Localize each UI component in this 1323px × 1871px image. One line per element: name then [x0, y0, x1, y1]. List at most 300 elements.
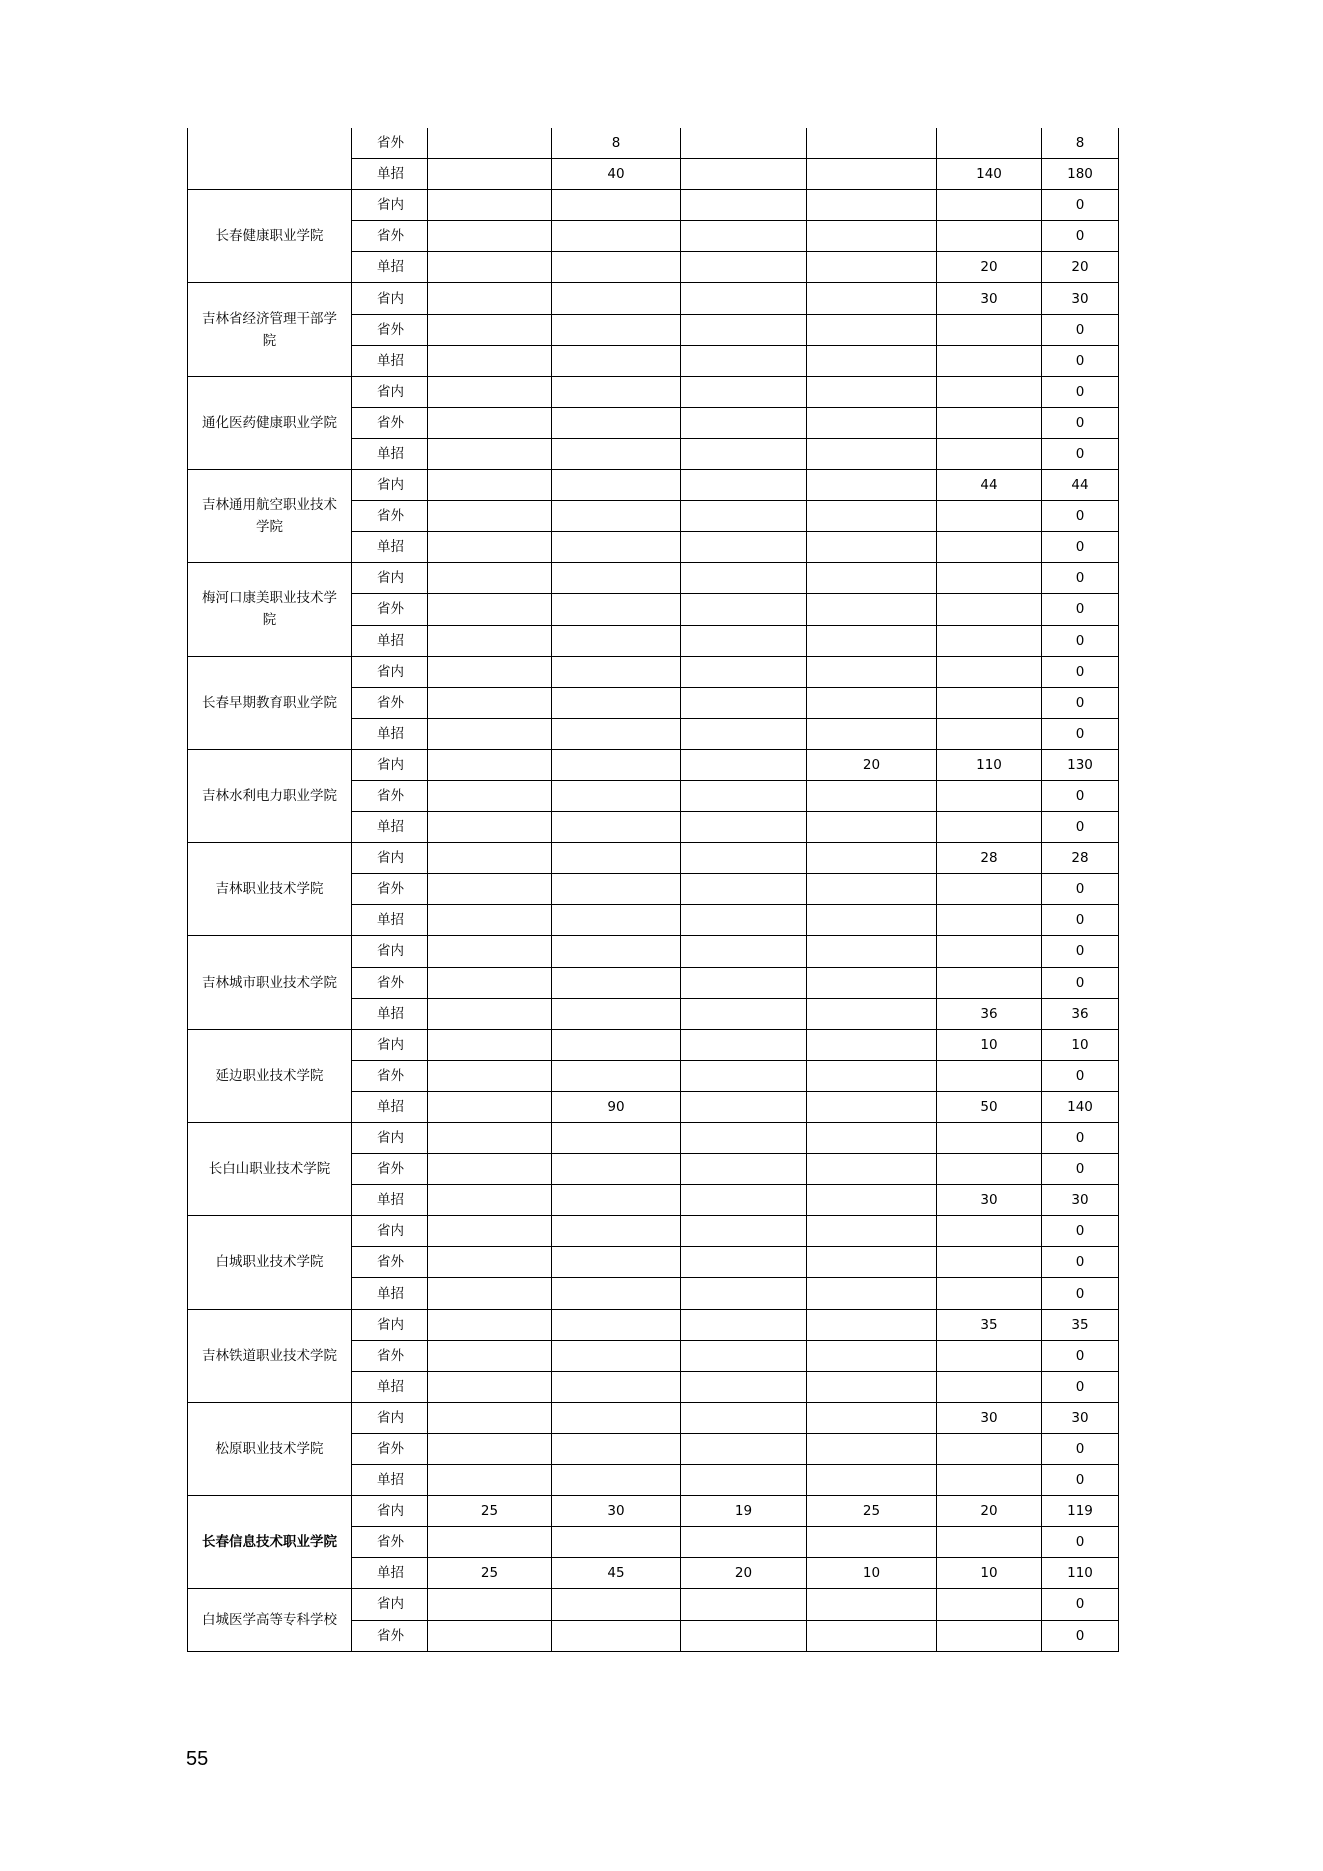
- value-cell: [428, 998, 552, 1029]
- value-cell: [681, 1278, 807, 1309]
- value-cell: [552, 1527, 681, 1558]
- enrollment-type-cell: 单招: [352, 905, 428, 936]
- value-cell: [681, 159, 807, 190]
- total-cell: 0: [1042, 1060, 1119, 1091]
- institution-name-cell: 吉林通用航空职业技术学院: [188, 470, 352, 563]
- value-cell: [937, 1433, 1042, 1464]
- value-cell: [807, 1340, 937, 1371]
- value-cell: [428, 718, 552, 749]
- enrollment-type-cell: 省外: [352, 501, 428, 532]
- value-cell: [681, 1309, 807, 1340]
- total-cell: 30: [1042, 283, 1119, 314]
- value-cell: [807, 470, 937, 501]
- value-cell: 40: [552, 159, 681, 190]
- total-cell: 0: [1042, 687, 1119, 718]
- enrollment-type-cell: 省内: [352, 749, 428, 780]
- value-cell: [428, 283, 552, 314]
- value-cell: [937, 1247, 1042, 1278]
- value-cell: [807, 718, 937, 749]
- table-row: [188, 283, 1119, 314]
- value-cell: 25: [428, 1496, 552, 1527]
- value-cell: 30: [937, 1185, 1042, 1216]
- value-cell: [937, 780, 1042, 811]
- enrollment-type-cell: 省内: [352, 1496, 428, 1527]
- value-cell: [681, 780, 807, 811]
- value-cell: 35: [937, 1309, 1042, 1340]
- value-cell: [552, 1371, 681, 1402]
- value-cell: [807, 1371, 937, 1402]
- value-cell: [428, 749, 552, 780]
- value-cell: [552, 1309, 681, 1340]
- table-row: [188, 470, 1119, 501]
- value-cell: 140: [937, 159, 1042, 190]
- value-cell: [681, 1029, 807, 1060]
- value-cell: [552, 563, 681, 594]
- value-cell: [807, 656, 937, 687]
- value-cell: [428, 221, 552, 252]
- value-cell: [552, 1216, 681, 1247]
- value-cell: [552, 718, 681, 749]
- value-cell: [681, 843, 807, 874]
- enrollment-type-cell: 省内: [352, 1402, 428, 1433]
- value-cell: [681, 749, 807, 780]
- value-cell: [807, 874, 937, 905]
- total-cell: 0: [1042, 1433, 1119, 1464]
- value-cell: [428, 501, 552, 532]
- value-cell: [428, 1465, 552, 1496]
- enrollment-type-cell: 省外: [352, 1527, 428, 1558]
- value-cell: [428, 656, 552, 687]
- total-cell: 0: [1042, 376, 1119, 407]
- enrollment-type-cell: 省外: [352, 1247, 428, 1278]
- value-cell: [937, 1371, 1042, 1402]
- value-cell: [937, 1060, 1042, 1091]
- value-cell: [807, 780, 937, 811]
- value-cell: [428, 1527, 552, 1558]
- total-cell: 0: [1042, 936, 1119, 967]
- total-cell: 0: [1042, 874, 1119, 905]
- enrollment-type-cell: 省内: [352, 843, 428, 874]
- value-cell: [937, 687, 1042, 718]
- value-cell: [681, 656, 807, 687]
- value-cell: [428, 780, 552, 811]
- value-cell: [681, 594, 807, 625]
- total-cell: 0: [1042, 563, 1119, 594]
- value-cell: [428, 874, 552, 905]
- enrollment-type-cell: 省外: [352, 967, 428, 998]
- value-cell: [681, 1371, 807, 1402]
- enrollment-type-cell: 省内: [352, 283, 428, 314]
- enrollment-type-cell: 单招: [352, 345, 428, 376]
- total-cell: 0: [1042, 656, 1119, 687]
- value-cell: [552, 1029, 681, 1060]
- value-cell: [428, 190, 552, 221]
- total-cell: 0: [1042, 345, 1119, 376]
- total-cell: 0: [1042, 407, 1119, 438]
- value-cell: [681, 1185, 807, 1216]
- total-cell: 44: [1042, 470, 1119, 501]
- total-cell: 0: [1042, 438, 1119, 469]
- value-cell: [937, 656, 1042, 687]
- value-cell: 8: [552, 128, 681, 159]
- value-cell: [552, 594, 681, 625]
- total-cell: 0: [1042, 1216, 1119, 1247]
- total-cell: 0: [1042, 1620, 1119, 1651]
- value-cell: [807, 532, 937, 563]
- total-cell: 0: [1042, 967, 1119, 998]
- institution-name-cell: 吉林城市职业技术学院: [188, 936, 352, 1029]
- value-cell: [937, 376, 1042, 407]
- value-cell: [937, 1527, 1042, 1558]
- value-cell: [552, 780, 681, 811]
- institution-name-cell: 吉林铁道职业技术学院: [188, 1309, 352, 1402]
- value-cell: [681, 905, 807, 936]
- value-cell: [552, 221, 681, 252]
- value-cell: [937, 1216, 1042, 1247]
- value-cell: [428, 532, 552, 563]
- enrollment-type-cell: 单招: [352, 812, 428, 843]
- total-cell: 0: [1042, 1278, 1119, 1309]
- value-cell: 30: [937, 283, 1042, 314]
- value-cell: [681, 1465, 807, 1496]
- total-cell: 8: [1042, 128, 1119, 159]
- enrollment-type-cell: 省内: [352, 1589, 428, 1620]
- value-cell: [807, 967, 937, 998]
- total-cell: 110: [1042, 1558, 1119, 1589]
- value-cell: 20: [937, 252, 1042, 283]
- value-cell: [428, 1060, 552, 1091]
- enrollment-type-cell: 省内: [352, 1309, 428, 1340]
- value-cell: [552, 1620, 681, 1651]
- enrollment-type-cell: 省外: [352, 594, 428, 625]
- enrollment-type-cell: 单招: [352, 159, 428, 190]
- value-cell: [937, 563, 1042, 594]
- value-cell: [428, 843, 552, 874]
- value-cell: [937, 874, 1042, 905]
- value-cell: [552, 252, 681, 283]
- institution-name-cell: 长春早期教育职业学院: [188, 656, 352, 749]
- total-cell: 0: [1042, 1340, 1119, 1371]
- total-cell: 0: [1042, 718, 1119, 749]
- value-cell: [937, 1278, 1042, 1309]
- value-cell: 19: [681, 1496, 807, 1527]
- value-cell: [552, 1060, 681, 1091]
- value-cell: [552, 501, 681, 532]
- institution-name-cell: 梅河口康美职业技术学院: [188, 563, 352, 656]
- value-cell: [681, 314, 807, 345]
- value-cell: [552, 1123, 681, 1154]
- value-cell: [428, 1340, 552, 1371]
- enrollment-type-cell: 省内: [352, 563, 428, 594]
- value-cell: 10: [807, 1558, 937, 1589]
- value-cell: [807, 687, 937, 718]
- value-cell: [937, 936, 1042, 967]
- value-cell: [428, 1433, 552, 1464]
- value-cell: [681, 1247, 807, 1278]
- total-cell: 0: [1042, 1154, 1119, 1185]
- value-cell: 10: [937, 1558, 1042, 1589]
- value-cell: [552, 967, 681, 998]
- enrollment-type-cell: 单招: [352, 1185, 428, 1216]
- total-cell: 0: [1042, 501, 1119, 532]
- value-cell: [807, 501, 937, 532]
- total-cell: 0: [1042, 314, 1119, 345]
- value-cell: [937, 314, 1042, 345]
- value-cell: [937, 1154, 1042, 1185]
- total-cell: 20: [1042, 252, 1119, 283]
- value-cell: [681, 1154, 807, 1185]
- enrollment-type-cell: 省内: [352, 656, 428, 687]
- value-cell: [681, 252, 807, 283]
- value-cell: [681, 874, 807, 905]
- value-cell: [552, 376, 681, 407]
- value-cell: [681, 1402, 807, 1433]
- value-cell: [937, 594, 1042, 625]
- value-cell: [681, 687, 807, 718]
- value-cell: [681, 1060, 807, 1091]
- enrollment-type-cell: 单招: [352, 1465, 428, 1496]
- value-cell: [552, 1433, 681, 1464]
- value-cell: [681, 1091, 807, 1122]
- value-cell: [428, 159, 552, 190]
- value-cell: 25: [807, 1496, 937, 1527]
- enrollment-type-cell: 单招: [352, 532, 428, 563]
- value-cell: [807, 1465, 937, 1496]
- enrollment-type-cell: 省外: [352, 221, 428, 252]
- total-cell: 35: [1042, 1309, 1119, 1340]
- institution-name-cell: 长白山职业技术学院: [188, 1123, 352, 1216]
- value-cell: [807, 594, 937, 625]
- value-cell: [681, 221, 807, 252]
- enrollment-type-cell: 省内: [352, 1216, 428, 1247]
- value-cell: [807, 314, 937, 345]
- value-cell: 36: [937, 998, 1042, 1029]
- value-cell: [552, 407, 681, 438]
- table-row: [188, 1402, 1119, 1433]
- value-cell: [428, 563, 552, 594]
- value-cell: [807, 345, 937, 376]
- value-cell: [807, 1247, 937, 1278]
- value-cell: [428, 1185, 552, 1216]
- value-cell: [807, 1433, 937, 1464]
- value-cell: 30: [552, 1496, 681, 1527]
- value-cell: [807, 1278, 937, 1309]
- value-cell: [937, 345, 1042, 376]
- value-cell: [428, 376, 552, 407]
- table-row: [188, 1216, 1119, 1247]
- table-body: [188, 128, 1119, 1651]
- value-cell: [807, 1402, 937, 1433]
- value-cell: 50: [937, 1091, 1042, 1122]
- enrollment-type-cell: 单招: [352, 252, 428, 283]
- enrollment-type-cell: 省外: [352, 1060, 428, 1091]
- total-cell: 0: [1042, 1123, 1119, 1154]
- value-cell: [552, 812, 681, 843]
- value-cell: [807, 1620, 937, 1651]
- value-cell: [807, 1154, 937, 1185]
- value-cell: 44: [937, 470, 1042, 501]
- enrollment-type-cell: 省外: [352, 1340, 428, 1371]
- value-cell: 25: [428, 1558, 552, 1589]
- table-row: [188, 1123, 1119, 1154]
- value-cell: [681, 1589, 807, 1620]
- value-cell: [552, 438, 681, 469]
- value-cell: [807, 221, 937, 252]
- total-cell: 0: [1042, 1371, 1119, 1402]
- value-cell: [552, 1278, 681, 1309]
- table-row: [188, 1029, 1119, 1060]
- value-cell: [428, 687, 552, 718]
- value-cell: [552, 1402, 681, 1433]
- value-cell: [681, 1123, 807, 1154]
- value-cell: [428, 470, 552, 501]
- value-cell: [681, 967, 807, 998]
- enrollment-type-cell: 省内: [352, 376, 428, 407]
- value-cell: [428, 407, 552, 438]
- total-cell: 140: [1042, 1091, 1119, 1122]
- enrollment-type-cell: 省内: [352, 1123, 428, 1154]
- value-cell: [681, 812, 807, 843]
- value-cell: [937, 967, 1042, 998]
- enrollment-type-cell: 省外: [352, 407, 428, 438]
- table-row: [188, 1589, 1119, 1620]
- value-cell: [937, 812, 1042, 843]
- total-cell: 0: [1042, 1527, 1119, 1558]
- value-cell: [937, 1340, 1042, 1371]
- enrollment-type-cell: 省内: [352, 1029, 428, 1060]
- value-cell: [428, 936, 552, 967]
- value-cell: [937, 190, 1042, 221]
- value-cell: [428, 1247, 552, 1278]
- value-cell: [681, 345, 807, 376]
- value-cell: [552, 1465, 681, 1496]
- total-cell: 0: [1042, 190, 1119, 221]
- value-cell: [681, 190, 807, 221]
- value-cell: [428, 1309, 552, 1340]
- value-cell: [937, 407, 1042, 438]
- enrollment-type-cell: 省外: [352, 314, 428, 345]
- value-cell: [807, 1309, 937, 1340]
- value-cell: 110: [937, 749, 1042, 780]
- value-cell: [552, 532, 681, 563]
- value-cell: [681, 376, 807, 407]
- table-row: [188, 190, 1119, 221]
- value-cell: [552, 1154, 681, 1185]
- total-cell: 0: [1042, 1247, 1119, 1278]
- value-cell: [807, 376, 937, 407]
- institution-name-cell: 延边职业技术学院: [188, 1029, 352, 1122]
- total-cell: 0: [1042, 905, 1119, 936]
- value-cell: [552, 1340, 681, 1371]
- value-cell: [552, 687, 681, 718]
- total-cell: 180: [1042, 159, 1119, 190]
- value-cell: [807, 625, 937, 656]
- value-cell: [552, 470, 681, 501]
- value-cell: [681, 283, 807, 314]
- value-cell: 20: [681, 1558, 807, 1589]
- value-cell: [552, 749, 681, 780]
- enrollment-table: [187, 128, 1119, 1652]
- enrollment-type-cell: 单招: [352, 625, 428, 656]
- value-cell: [937, 501, 1042, 532]
- value-cell: [807, 1091, 937, 1122]
- table-row: [188, 563, 1119, 594]
- value-cell: [428, 252, 552, 283]
- value-cell: [807, 1216, 937, 1247]
- enrollment-type-cell: 单招: [352, 1278, 428, 1309]
- value-cell: [681, 407, 807, 438]
- enrollment-type-cell: 省内: [352, 190, 428, 221]
- value-cell: [937, 905, 1042, 936]
- enrollment-type-cell: 单招: [352, 1558, 428, 1589]
- value-cell: [807, 563, 937, 594]
- value-cell: [807, 1527, 937, 1558]
- institution-name-cell: 长春健康职业学院: [188, 190, 352, 283]
- value-cell: [807, 407, 937, 438]
- value-cell: [552, 843, 681, 874]
- value-cell: [681, 625, 807, 656]
- total-cell: 0: [1042, 221, 1119, 252]
- table-row: [188, 843, 1119, 874]
- total-cell: 0: [1042, 812, 1119, 843]
- value-cell: [428, 1620, 552, 1651]
- value-cell: [428, 128, 552, 159]
- value-cell: [807, 1185, 937, 1216]
- enrollment-type-cell: 省外: [352, 128, 428, 159]
- total-cell: 119: [1042, 1496, 1119, 1527]
- enrollment-type-cell: 省外: [352, 1433, 428, 1464]
- value-cell: [681, 1527, 807, 1558]
- value-cell: 10: [937, 1029, 1042, 1060]
- value-cell: [552, 625, 681, 656]
- value-cell: [937, 1123, 1042, 1154]
- value-cell: [937, 221, 1042, 252]
- enrollment-type-cell: 单招: [352, 998, 428, 1029]
- enrollment-type-cell: 单招: [352, 1091, 428, 1122]
- value-cell: 90: [552, 1091, 681, 1122]
- value-cell: [428, 1091, 552, 1122]
- total-cell: 0: [1042, 594, 1119, 625]
- institution-name-cell: 吉林职业技术学院: [188, 843, 352, 936]
- value-cell: [807, 812, 937, 843]
- enrollment-type-cell: 省外: [352, 780, 428, 811]
- value-cell: [428, 345, 552, 376]
- value-cell: [937, 1465, 1042, 1496]
- value-cell: [428, 438, 552, 469]
- total-cell: 0: [1042, 780, 1119, 811]
- value-cell: [552, 656, 681, 687]
- value-cell: [937, 625, 1042, 656]
- total-cell: 30: [1042, 1185, 1119, 1216]
- total-cell: 0: [1042, 1465, 1119, 1496]
- total-cell: 28: [1042, 843, 1119, 874]
- value-cell: [428, 314, 552, 345]
- value-cell: [681, 1216, 807, 1247]
- value-cell: [552, 1589, 681, 1620]
- value-cell: [807, 936, 937, 967]
- institution-name-cell: 长春信息技术职业学院: [188, 1496, 352, 1589]
- value-cell: [937, 718, 1042, 749]
- total-cell: 130: [1042, 749, 1119, 780]
- enrollment-type-cell: 省外: [352, 1620, 428, 1651]
- value-cell: [428, 967, 552, 998]
- total-cell: 10: [1042, 1029, 1119, 1060]
- enrollment-type-cell: 省外: [352, 687, 428, 718]
- value-cell: [807, 843, 937, 874]
- value-cell: [428, 1216, 552, 1247]
- value-cell: [681, 936, 807, 967]
- table-row: [188, 128, 1119, 159]
